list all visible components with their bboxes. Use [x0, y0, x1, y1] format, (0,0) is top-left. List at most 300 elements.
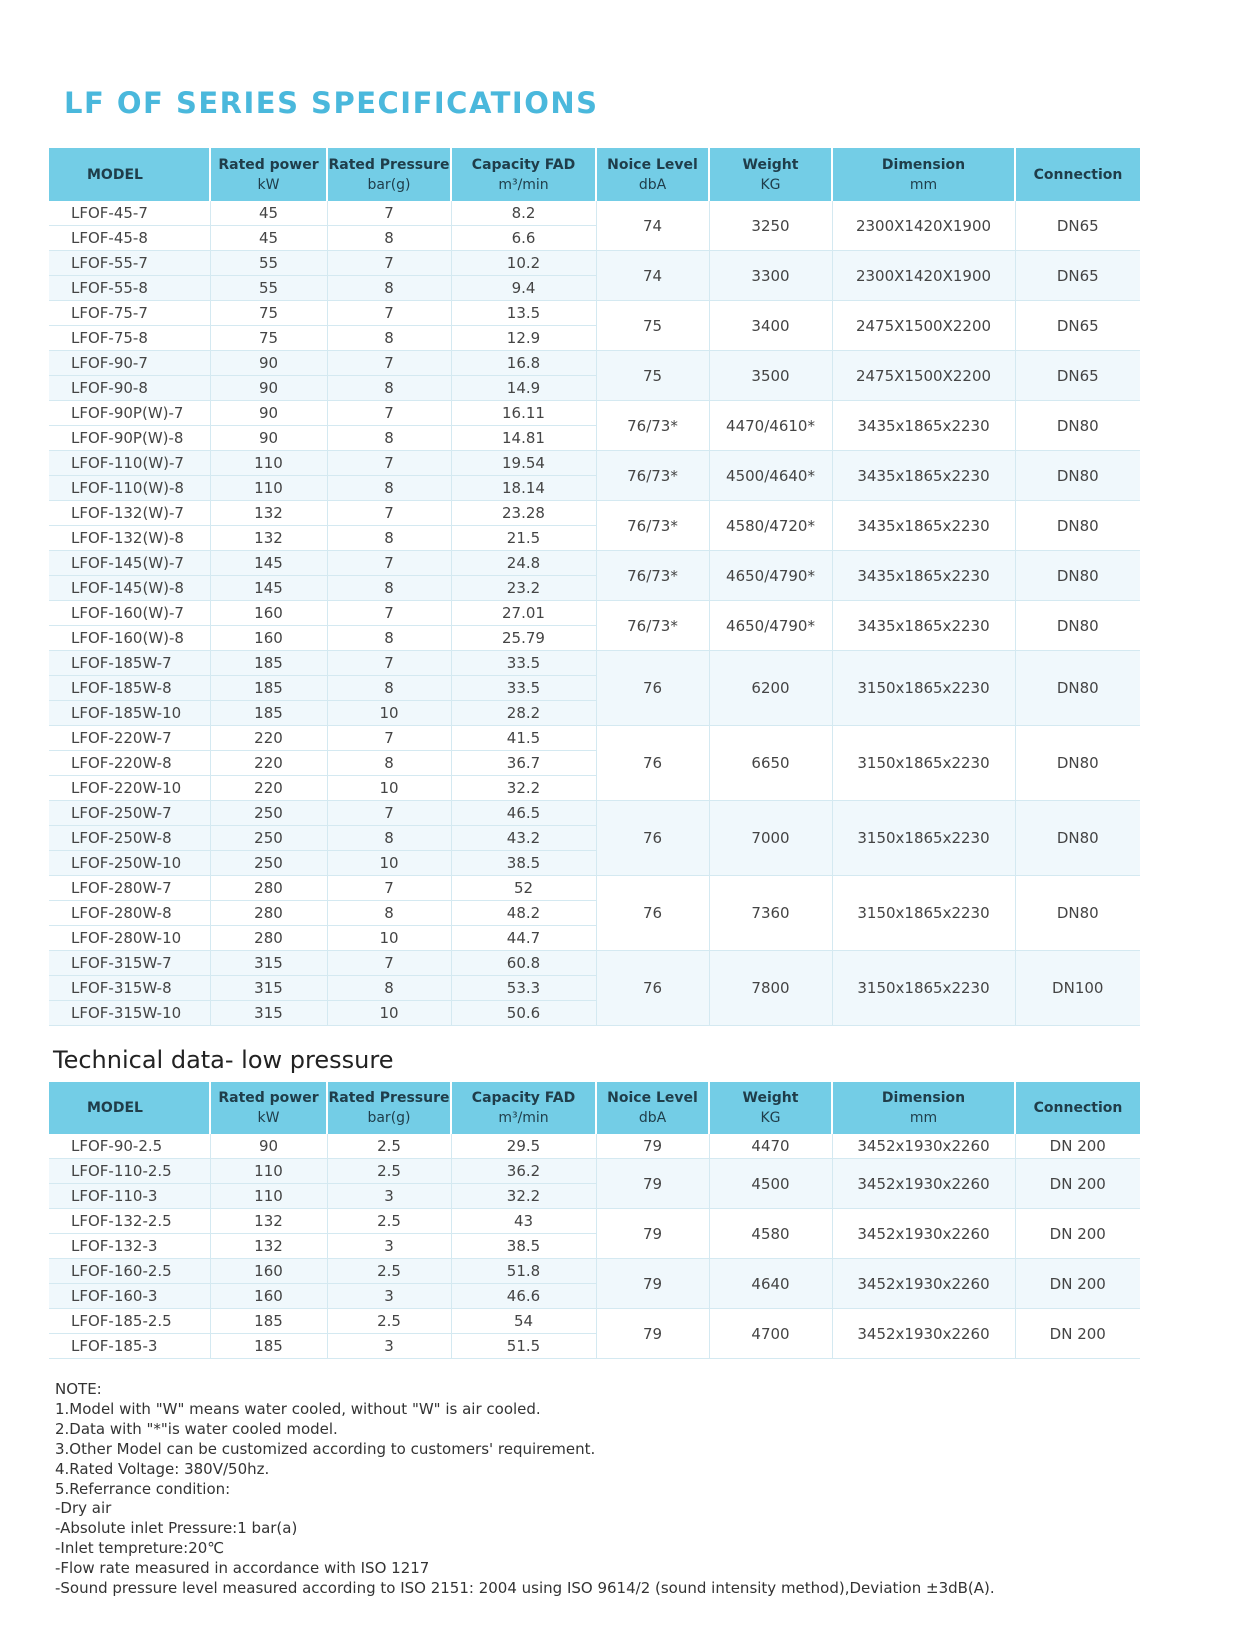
- capacity-cell: 38.5: [451, 1234, 596, 1259]
- model-cell: LFOF-75-7: [49, 301, 210, 326]
- noise-level-cell: 76/73*: [596, 501, 709, 551]
- power-cell: 145: [210, 576, 327, 601]
- power-cell: 160: [210, 1259, 327, 1284]
- weight-cell: 4640: [709, 1259, 832, 1309]
- table-row: [49, 1309, 1140, 1334]
- model-cell: LFOF-185W-8: [49, 676, 210, 701]
- capacity-cell: 21.5: [451, 526, 596, 551]
- table-row: [49, 1134, 1140, 1159]
- power-cell: 220: [210, 726, 327, 751]
- dimension-cell: 3452x1930x2260: [832, 1309, 1015, 1359]
- pressure-cell: 10: [327, 851, 451, 876]
- connection-cell: DN65: [1015, 301, 1140, 351]
- column-header-title: Dimension: [881, 1090, 966, 1106]
- model-cell: LFOF-160(W)-7: [49, 601, 210, 626]
- power-cell: 185: [210, 1334, 327, 1359]
- column-header: [451, 1082, 596, 1134]
- column-header-title: Connection: [1033, 166, 1123, 183]
- pressure-cell: 10: [327, 1001, 451, 1026]
- table-row: [49, 1259, 1140, 1284]
- note-line: 1.Model with "W" means water cooled, without "W" is air cooled.: [55, 1399, 541, 1418]
- pressure-cell: 7: [327, 801, 451, 826]
- note-line: 5.Referrance condition:: [55, 1479, 231, 1498]
- connection-cell: DN 200: [1015, 1209, 1140, 1259]
- model-cell: LFOF-185W-7: [49, 651, 210, 676]
- note-line: -Absolute inlet Pressure:1 bar(a): [55, 1519, 298, 1538]
- capacity-cell: 24.8: [451, 551, 596, 576]
- connection-cell: DN 200: [1015, 1134, 1140, 1159]
- pressure-cell: 7: [327, 201, 451, 226]
- pressure-cell: 7: [327, 251, 451, 276]
- capacity-cell: 13.5: [451, 301, 596, 326]
- capacity-cell: 9.4: [451, 276, 596, 301]
- pressure-cell: 2.5: [327, 1209, 451, 1234]
- capacity-cell: 36.2: [451, 1159, 596, 1184]
- page-title: LF OF SERIES SPECIFICATIONS: [64, 86, 599, 120]
- noise-level-cell: 76: [596, 876, 709, 951]
- noise-level-cell: 79: [596, 1259, 709, 1309]
- power-cell: 110: [210, 451, 327, 476]
- capacity-cell: 23.2: [451, 576, 596, 601]
- column-header: [1015, 1082, 1140, 1134]
- pressure-cell: 7: [327, 951, 451, 976]
- weight-cell: 4580/4720*: [709, 501, 832, 551]
- pressure-cell: 8: [327, 751, 451, 776]
- power-cell: 185: [210, 676, 327, 701]
- noise-level-cell: 75: [596, 351, 709, 401]
- model-cell: LFOF-185-3: [49, 1334, 210, 1359]
- model-cell: LFOF-45-8: [49, 226, 210, 251]
- power-cell: 90: [210, 1134, 327, 1159]
- capacity-cell: 51.5: [451, 1334, 596, 1359]
- power-cell: 315: [210, 951, 327, 976]
- weight-cell: 7800: [709, 951, 832, 1026]
- connection-cell: DN100: [1015, 951, 1140, 1026]
- column-header-title: Capacity FAD: [471, 1090, 576, 1106]
- model-cell: LFOF-132(W)-7: [49, 501, 210, 526]
- pressure-cell: 8: [327, 826, 451, 851]
- pressure-cell: 3: [327, 1284, 451, 1309]
- dimension-cell: 3452x1930x2260: [832, 1134, 1015, 1159]
- connection-cell: DN80: [1015, 601, 1140, 651]
- model-cell: LFOF-145(W)-8: [49, 576, 210, 601]
- capacity-cell: 43.2: [451, 826, 596, 851]
- model-cell: LFOF-280W-10: [49, 926, 210, 951]
- table-row: [49, 1209, 1140, 1234]
- column-header-unit: m³/min: [498, 176, 549, 193]
- table-row: [49, 251, 1140, 276]
- column-header-unit: mm: [909, 1110, 938, 1126]
- weight-cell: 3300: [709, 251, 832, 301]
- table-row: [49, 801, 1140, 826]
- power-cell: 75: [210, 326, 327, 351]
- column-header-unit: dbA: [638, 1110, 667, 1126]
- pressure-cell: 8: [327, 226, 451, 251]
- noise-level-cell: 79: [596, 1309, 709, 1359]
- capacity-cell: 60.8: [451, 951, 596, 976]
- table-row: [49, 501, 1140, 526]
- model-cell: LFOF-90-7: [49, 351, 210, 376]
- model-cell: LFOF-185W-10: [49, 701, 210, 726]
- dimension-cell: 3452x1930x2260: [832, 1159, 1015, 1209]
- model-cell: LFOF-250W-7: [49, 801, 210, 826]
- pressure-cell: 7: [327, 726, 451, 751]
- noise-level-cell: 76/73*: [596, 551, 709, 601]
- note-line: -Dry air: [55, 1499, 112, 1518]
- pressure-cell: 8: [327, 476, 451, 501]
- model-cell: LFOF-90-2.5: [49, 1134, 210, 1159]
- dimension-cell: 2475X1500X2200: [832, 301, 1015, 351]
- weight-cell: 4650/4790*: [709, 551, 832, 601]
- power-cell: 315: [210, 1001, 327, 1026]
- pressure-cell: 8: [327, 526, 451, 551]
- pressure-cell: 10: [327, 926, 451, 951]
- model-cell: LFOF-110(W)-7: [49, 451, 210, 476]
- connection-cell: DN80: [1015, 451, 1140, 501]
- noise-level-cell: 76/73*: [596, 451, 709, 501]
- column-header-title: Capacity FAD: [471, 156, 576, 173]
- power-cell: 132: [210, 1209, 327, 1234]
- column-header-unit: dbA: [638, 176, 667, 193]
- capacity-cell: 33.5: [451, 676, 596, 701]
- column-header: [451, 148, 596, 201]
- power-cell: 55: [210, 276, 327, 301]
- dimension-cell: 3452x1930x2260: [832, 1209, 1015, 1259]
- connection-cell: DN65: [1015, 251, 1140, 301]
- column-header-title: Rated Pressure: [328, 1090, 450, 1106]
- connection-cell: DN65: [1015, 351, 1140, 401]
- model-cell: LFOF-110-3: [49, 1184, 210, 1209]
- model-cell: LFOF-280W-7: [49, 876, 210, 901]
- pressure-cell: 7: [327, 551, 451, 576]
- capacity-cell: 16.11: [451, 401, 596, 426]
- pressure-cell: 7: [327, 876, 451, 901]
- dimension-cell: 3435x1865x2230: [832, 401, 1015, 451]
- capacity-cell: 8.2: [451, 201, 596, 226]
- capacity-cell: 32.2: [451, 1184, 596, 1209]
- column-header-unit: kW: [257, 176, 280, 193]
- note-line: 2.Data with "*"is water cooled model.: [55, 1419, 338, 1438]
- weight-cell: 7360: [709, 876, 832, 951]
- dimension-cell: 2475X1500X2200: [832, 351, 1015, 401]
- table-row: [49, 651, 1140, 676]
- weight-cell: 4700: [709, 1309, 832, 1359]
- column-header-unit: bar(g): [367, 176, 411, 193]
- pressure-cell: 7: [327, 301, 451, 326]
- pressure-cell: 10: [327, 701, 451, 726]
- pressure-cell: 2.5: [327, 1259, 451, 1284]
- capacity-cell: 36.7: [451, 751, 596, 776]
- connection-cell: DN80: [1015, 551, 1140, 601]
- model-cell: LFOF-132-2.5: [49, 1209, 210, 1234]
- capacity-cell: 33.5: [451, 651, 596, 676]
- model-cell: LFOF-280W-8: [49, 901, 210, 926]
- pressure-cell: 2.5: [327, 1134, 451, 1159]
- model-cell: LFOF-160(W)-8: [49, 626, 210, 651]
- pressure-cell: 10: [327, 776, 451, 801]
- column-header: [327, 1082, 451, 1134]
- connection-cell: DN 200: [1015, 1309, 1140, 1359]
- capacity-cell: 29.5: [451, 1134, 596, 1159]
- noise-level-cell: 79: [596, 1209, 709, 1259]
- weight-cell: 3250: [709, 201, 832, 251]
- power-cell: 280: [210, 901, 327, 926]
- power-cell: 185: [210, 701, 327, 726]
- power-cell: 75: [210, 301, 327, 326]
- pressure-cell: 8: [327, 901, 451, 926]
- capacity-cell: 38.5: [451, 851, 596, 876]
- power-cell: 145: [210, 551, 327, 576]
- pressure-cell: 8: [327, 676, 451, 701]
- capacity-cell: 23.28: [451, 501, 596, 526]
- pressure-cell: 8: [327, 326, 451, 351]
- power-cell: 250: [210, 851, 327, 876]
- pressure-cell: 8: [327, 626, 451, 651]
- noise-level-cell: 76: [596, 726, 709, 801]
- column-header-title: Weight: [742, 1090, 799, 1106]
- power-cell: 250: [210, 801, 327, 826]
- note-line: -Inlet tempreture:20℃: [55, 1539, 225, 1558]
- connection-cell: DN80: [1015, 876, 1140, 951]
- power-cell: 315: [210, 976, 327, 1001]
- column-header: [596, 148, 709, 201]
- capacity-cell: 19.54: [451, 451, 596, 476]
- pressure-cell: 3: [327, 1334, 451, 1359]
- model-cell: LFOF-160-3: [49, 1284, 210, 1309]
- dimension-cell: 3150x1865x2230: [832, 651, 1015, 726]
- capacity-cell: 14.81: [451, 426, 596, 451]
- column-header: [1015, 148, 1140, 201]
- column-header: [832, 148, 1015, 201]
- table-header-row: [49, 148, 1140, 201]
- power-cell: 185: [210, 1309, 327, 1334]
- table-body: [49, 1134, 1140, 1359]
- table-row: [49, 1159, 1140, 1184]
- column-header: [210, 1082, 327, 1134]
- column-header-title: Noice Level: [607, 156, 698, 173]
- power-cell: 110: [210, 1184, 327, 1209]
- power-cell: 132: [210, 526, 327, 551]
- capacity-cell: 18.14: [451, 476, 596, 501]
- capacity-cell: 14.9: [451, 376, 596, 401]
- model-cell: LFOF-132(W)-8: [49, 526, 210, 551]
- power-cell: 90: [210, 351, 327, 376]
- model-cell: LFOF-110(W)-8: [49, 476, 210, 501]
- capacity-cell: 50.6: [451, 1001, 596, 1026]
- capacity-cell: 46.5: [451, 801, 596, 826]
- noise-level-cell: 76: [596, 801, 709, 876]
- pressure-cell: 8: [327, 426, 451, 451]
- power-cell: 220: [210, 751, 327, 776]
- pressure-cell: 7: [327, 601, 451, 626]
- pressure-cell: 2.5: [327, 1309, 451, 1334]
- dimension-cell: 2300X1420X1900: [832, 201, 1015, 251]
- table-row: [49, 601, 1140, 626]
- connection-cell: DN80: [1015, 501, 1140, 551]
- dimension-cell: 3452x1930x2260: [832, 1259, 1015, 1309]
- pressure-cell: 8: [327, 376, 451, 401]
- capacity-cell: 32.2: [451, 776, 596, 801]
- capacity-cell: 12.9: [451, 326, 596, 351]
- model-cell: LFOF-220W-7: [49, 726, 210, 751]
- power-cell: 90: [210, 426, 327, 451]
- capacity-cell: 44.7: [451, 926, 596, 951]
- weight-cell: 6200: [709, 651, 832, 726]
- model-cell: LFOF-220W-10: [49, 776, 210, 801]
- weight-cell: 3500: [709, 351, 832, 401]
- model-cell: LFOF-132-3: [49, 1234, 210, 1259]
- noise-level-cell: 76: [596, 651, 709, 726]
- pressure-cell: 2.5: [327, 1159, 451, 1184]
- power-cell: 250: [210, 826, 327, 851]
- power-cell: 45: [210, 201, 327, 226]
- model-cell: LFOF-110-2.5: [49, 1159, 210, 1184]
- model-cell: LFOF-145(W)-7: [49, 551, 210, 576]
- power-cell: 160: [210, 1284, 327, 1309]
- pressure-cell: 8: [327, 276, 451, 301]
- column-header: [832, 1082, 1015, 1134]
- capacity-cell: 6.6: [451, 226, 596, 251]
- power-cell: 110: [210, 1159, 327, 1184]
- power-cell: 185: [210, 651, 327, 676]
- column-header-title: Dimension: [881, 156, 966, 173]
- column-header: [49, 1082, 210, 1134]
- weight-cell: 4470: [709, 1134, 832, 1159]
- table-row: [49, 201, 1140, 226]
- model-cell: LFOF-45-7: [49, 201, 210, 226]
- model-cell: LFOF-220W-8: [49, 751, 210, 776]
- noise-level-cell: 74: [596, 201, 709, 251]
- dimension-cell: 3150x1865x2230: [832, 951, 1015, 1026]
- capacity-cell: 43: [451, 1209, 596, 1234]
- column-header-title: MODEL: [87, 166, 143, 183]
- dimension-cell: 3435x1865x2230: [832, 551, 1015, 601]
- power-cell: 55: [210, 251, 327, 276]
- model-cell: LFOF-315W-7: [49, 951, 210, 976]
- power-cell: 160: [210, 626, 327, 651]
- weight-cell: 7000: [709, 801, 832, 876]
- model-cell: LFOF-160-2.5: [49, 1259, 210, 1284]
- connection-cell: DN 200: [1015, 1159, 1140, 1209]
- table-header-row: [49, 1082, 1140, 1134]
- connection-cell: DN80: [1015, 726, 1140, 801]
- table-row: [49, 551, 1140, 576]
- table-row: [49, 351, 1140, 376]
- pressure-cell: 8: [327, 976, 451, 1001]
- capacity-cell: 48.2: [451, 901, 596, 926]
- column-header-unit: mm: [909, 176, 938, 193]
- power-cell: 160: [210, 601, 327, 626]
- weight-cell: 4470/4610*: [709, 401, 832, 451]
- model-cell: LFOF-250W-10: [49, 851, 210, 876]
- capacity-cell: 54: [451, 1309, 596, 1334]
- column-header-unit: KG: [760, 1110, 781, 1126]
- model-cell: LFOF-90P(W)-8: [49, 426, 210, 451]
- table-row: [49, 401, 1140, 426]
- noise-level-cell: 79: [596, 1134, 709, 1159]
- table-row: [49, 951, 1140, 976]
- column-header-title: MODEL: [87, 1100, 143, 1116]
- capacity-cell: 52: [451, 876, 596, 901]
- capacity-cell: 51.8: [451, 1259, 596, 1284]
- spec-table-low-pressure: [49, 1082, 1140, 1359]
- noise-level-cell: 76: [596, 951, 709, 1026]
- model-cell: LFOF-315W-10: [49, 1001, 210, 1026]
- power-cell: 280: [210, 926, 327, 951]
- column-header-unit: m³/min: [498, 1110, 549, 1126]
- notes-block: [55, 1380, 995, 1599]
- model-cell: LFOF-250W-8: [49, 826, 210, 851]
- power-cell: 90: [210, 376, 327, 401]
- capacity-cell: 46.6: [451, 1284, 596, 1309]
- column-header-title: Noice Level: [607, 1090, 698, 1106]
- column-header: [49, 148, 210, 201]
- power-cell: 45: [210, 226, 327, 251]
- dimension-cell: 2300X1420X1900: [832, 251, 1015, 301]
- capacity-cell: 41.5: [451, 726, 596, 751]
- column-header-unit: bar(g): [367, 1110, 411, 1126]
- weight-cell: 3400: [709, 301, 832, 351]
- capacity-cell: 28.2: [451, 701, 596, 726]
- pressure-cell: 7: [327, 351, 451, 376]
- connection-cell: DN 200: [1015, 1259, 1140, 1309]
- section-title-low-pressure: Technical data- low pressure: [53, 1046, 394, 1074]
- model-cell: LFOF-55-7: [49, 251, 210, 276]
- power-cell: 110: [210, 476, 327, 501]
- model-cell: LFOF-185-2.5: [49, 1309, 210, 1334]
- pressure-cell: 7: [327, 401, 451, 426]
- noise-level-cell: 74: [596, 251, 709, 301]
- capacity-cell: 10.2: [451, 251, 596, 276]
- model-cell: LFOF-90-8: [49, 376, 210, 401]
- dimension-cell: 3150x1865x2230: [832, 801, 1015, 876]
- capacity-cell: 25.79: [451, 626, 596, 651]
- dimension-cell: 3435x1865x2230: [832, 501, 1015, 551]
- power-cell: 132: [210, 1234, 327, 1259]
- column-header-title: Rated power: [218, 156, 319, 173]
- pressure-cell: 7: [327, 501, 451, 526]
- column-header-unit: kW: [257, 1110, 280, 1126]
- note-line: 4.Rated Voltage: 380V/50hz.: [55, 1459, 270, 1478]
- noise-level-cell: 76/73*: [596, 401, 709, 451]
- column-header-title: Weight: [742, 156, 799, 173]
- connection-cell: DN80: [1015, 801, 1140, 876]
- column-header-title: Connection: [1033, 1100, 1123, 1116]
- pressure-cell: 7: [327, 651, 451, 676]
- power-cell: 220: [210, 776, 327, 801]
- connection-cell: DN80: [1015, 401, 1140, 451]
- pressure-cell: 3: [327, 1234, 451, 1259]
- connection-cell: DN65: [1015, 201, 1140, 251]
- column-header-unit: KG: [760, 176, 781, 193]
- column-header: [327, 148, 451, 201]
- dimension-cell: 3150x1865x2230: [832, 726, 1015, 801]
- column-header: [709, 148, 832, 201]
- model-cell: LFOF-90P(W)-7: [49, 401, 210, 426]
- model-cell: LFOF-55-8: [49, 276, 210, 301]
- pressure-cell: 7: [327, 451, 451, 476]
- column-header: [709, 1082, 832, 1134]
- weight-cell: 4580: [709, 1209, 832, 1259]
- connection-cell: DN80: [1015, 651, 1140, 726]
- capacity-cell: 53.3: [451, 976, 596, 1001]
- pressure-cell: 3: [327, 1184, 451, 1209]
- spec-table-standard: [49, 148, 1140, 1026]
- noise-level-cell: 75: [596, 301, 709, 351]
- model-cell: LFOF-315W-8: [49, 976, 210, 1001]
- table-row: [49, 451, 1140, 476]
- weight-cell: 4500/4640*: [709, 451, 832, 501]
